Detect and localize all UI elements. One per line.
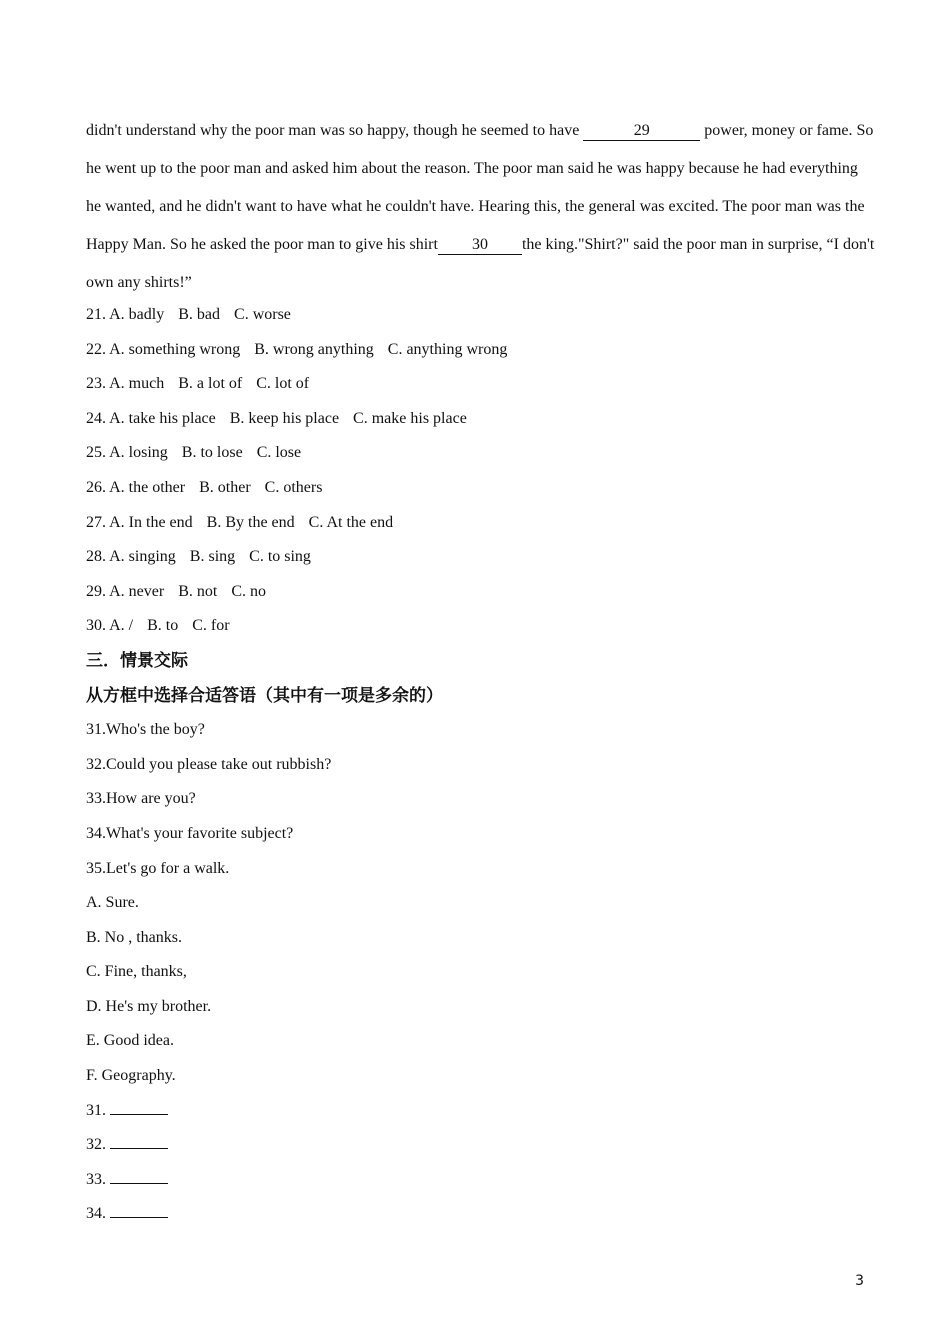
question-number: 27. [86,513,106,531]
answer-option: D. He's my brother. [86,997,212,1015]
question-number: 30. [86,617,106,635]
dialog-question: 33.How are you? [86,790,196,808]
section-instruction: 从方框中选择合适答语（其中有一项是多余的） [86,685,443,706]
question-number: 25. [86,444,106,462]
option-c: C. lot of [256,375,310,393]
option-c: C. lose [256,444,302,462]
answer-line-list [86,1094,876,1232]
passage-text-1: didn't understand why the poor man was so happy, though he seemed to have [86,122,584,139]
question-21 [86,298,876,333]
answer-number: 32. [86,1136,106,1154]
option-c: C. no [231,582,267,600]
answer-blank[interactable] [110,1134,168,1149]
option-a: A. take his place [109,409,216,427]
passage-text-2: power, money or fame. So he went up to the poor man and asked him about the reason. The poor man said he was happy because he had everything he wanted, and he didn't want to have what he couldn't have. Hearing this, the general was excited. The poor man was the Happy Man. So he asked the poor man to give his shirt [86,122,874,253]
blank-29: 29 [583,122,700,141]
option-b: B. bad [178,306,221,323]
question-26 [86,471,876,506]
answer-option: C. Fine, thanks, [86,963,187,981]
dialog-question: 31.Who's the boy? [86,721,205,739]
question-28 [86,540,876,575]
option-b: B. not [178,582,218,600]
question-number: 24. [86,409,106,427]
option-a: A. In the end [109,513,193,531]
dialog-question: 34.What's your favorite subject? [86,824,294,842]
option-c: C. to sing [249,548,311,566]
answer-option: B. No , thanks. [86,928,182,946]
question-24 [86,402,876,437]
question-22 [86,333,876,368]
answer-line [86,1197,876,1232]
answer-option: E. Good idea. [86,1032,174,1050]
option-b: B. to lose [181,444,243,462]
section-title: 三．情景交际 [86,650,188,671]
option-c: C. anything wrong [387,340,508,358]
answer-number: 34. [86,1205,106,1223]
option-b: B. sing [189,548,236,566]
answer-blank[interactable] [110,1203,168,1218]
question-number: 22. [86,340,106,358]
answer-option-list [86,886,876,1094]
question-number: 28. [86,548,106,566]
option-a: A. singing [109,548,176,566]
document-page [86,112,876,1232]
question-number: 23. [86,375,106,393]
option-a: A. the other [109,478,186,496]
option-b: B. a lot of [178,375,243,393]
option-b: B. other [199,478,251,496]
answer-option: F. Geography. [86,1067,176,1085]
option-b: B. By the end [206,513,295,531]
question-27 [86,506,876,541]
passage-text-3: the king."Shirt?" said the poor man in surprise, “I don't own any shirts!” [86,236,875,291]
answer-line [86,1163,876,1198]
option-a: A. losing [109,444,168,462]
answer-blank[interactable] [110,1169,168,1184]
option-a: A. much [109,375,165,393]
option-c: C. worse [234,306,291,323]
option-b: B. wrong anything [254,340,374,358]
page-number: 3 [855,1273,864,1289]
dialog-question: 35.Let's go for a walk. [86,859,230,877]
question-number: 26. [86,478,106,496]
multiple-choice-list [86,298,876,644]
option-c: C. At the end [308,513,394,531]
answer-number: 31. [86,1101,106,1119]
answer-line [86,1094,876,1129]
question-number: 21. [86,306,106,323]
question-29 [86,575,876,610]
option-c: C. others [264,478,323,496]
question-23 [86,367,876,402]
option-b: B. keep his place [229,409,340,427]
option-c: C. make his place [353,409,467,427]
option-b: B. to [147,617,179,635]
question-number: 29. [86,582,106,600]
question-30 [86,609,876,644]
answer-option: A. Sure. [86,894,139,912]
passage-paragraph [86,112,876,302]
blank-30: 30 [438,236,522,255]
option-a: A. something wrong [109,340,241,358]
option-a: A. / [109,617,134,635]
answer-line [86,1128,876,1163]
dialog-question: 32.Could you please take out rubbish? [86,755,332,773]
answer-blank[interactable] [110,1100,168,1115]
option-c: C. for [192,617,230,635]
option-a: A. never [109,582,165,600]
dialog-question-list [86,713,876,886]
answer-number: 33. [86,1170,106,1188]
option-a: A. badly [109,306,165,323]
question-25 [86,436,876,471]
